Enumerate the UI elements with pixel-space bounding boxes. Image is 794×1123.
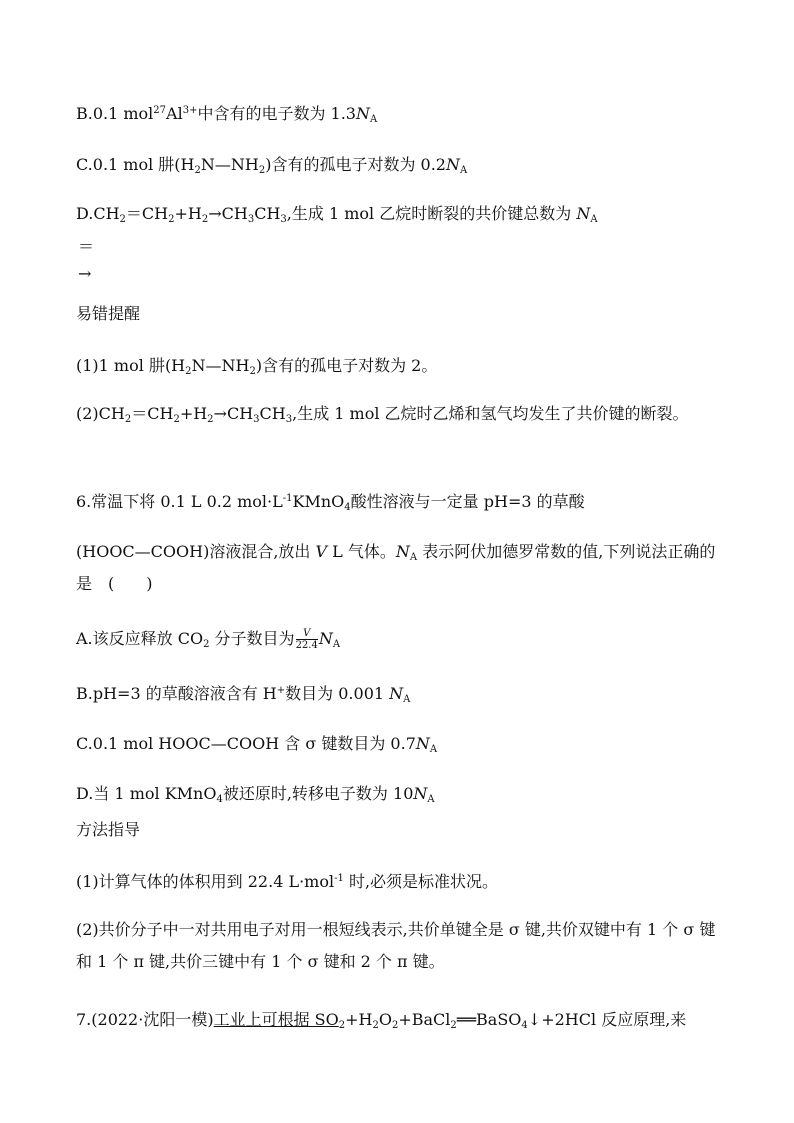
method-item-2: (2)共价分子中一对共用电子对用一根短线表示,共价单键全是 σ 键,共价双键中有 1 个 σ 键和 1 个 π 键,共价三键中有 1 个 σ 键和 2 个 π 键。	[76, 920, 716, 971]
tip-item-1: (1)1 mol 肼$(H_2N—NH_2)$含有的孤电子对数为 2。	[76, 356, 438, 377]
method-item-1: (1)计算气体的体积用到 22.4 L·mol$^{-1}$ 时,必须是标准状况。	[76, 872, 499, 891]
q5-option-d: $D.CH_2=CH_2+H_2\to CH_3CH_3$,生成 1 mol 乙烷时断裂的共价键总数为 $N_A$	[76, 204, 598, 225]
q5-option-c: C.0.1 mol 肼$(H_2N—NH_2)$含有的孤电子对数为 $0.2N_A$	[76, 155, 468, 176]
q7-stem: 7.(2022·沈阳一模)工业上可根据 $SO_2+H_2O_2+BaCl_2══BaSO_4↓+2HCl$ 反应原理,来	[76, 1010, 687, 1031]
method-heading: 方法指导	[76, 820, 141, 839]
q6-option-b: B.pH=3 的草酸溶液含有 H+数目为 0.001 $N_A$	[76, 684, 411, 705]
stray-equal-symbol: ＝	[78, 237, 95, 256]
q5-option-b: B.0.1 $mol^{27}Al^{3+}$中含有的电子数为 $1.3N_A$	[76, 104, 378, 125]
q6-stem-line-1: 6.常温下将 0.1 L 0.2 $mol\cdot L^{-1}KMnO_4$酸性溶液与一定量 pH=3 的草酸	[76, 492, 585, 513]
fraction-v-over-22-4: $\frac{V}{22.4}$	[295, 628, 318, 651]
q6-option-c: C.0.1 mol HOOC—COOH 含 σ 键数目为 $0.7N_A$	[76, 734, 438, 755]
q6-option-a: A.该反应释放 $CO_2$ 分子数目为 $\frac{V}{22.4}$ $N_A$	[76, 628, 341, 651]
q6-option-d: D.当 1 mol KMnO$_4$被还原时,转移电子数为 $10N_A$	[76, 784, 435, 805]
tip-item-2: $(2)CH_2=CH_2+H_2\to CH_3CH_3$,生成 1 mol 乙烷时乙烯和氢气均发生了共价键的断裂。	[76, 404, 689, 425]
stray-arrow-symbol: →	[78, 264, 92, 283]
q6-stem-line-2: (HOOC—COOH)溶液混合,放出 V L 气体。$N_A$ 表示阿伏加德罗常数的值,下列说法正确的是 ( )	[76, 542, 716, 593]
tip-heading: 易错提醒	[76, 304, 141, 323]
